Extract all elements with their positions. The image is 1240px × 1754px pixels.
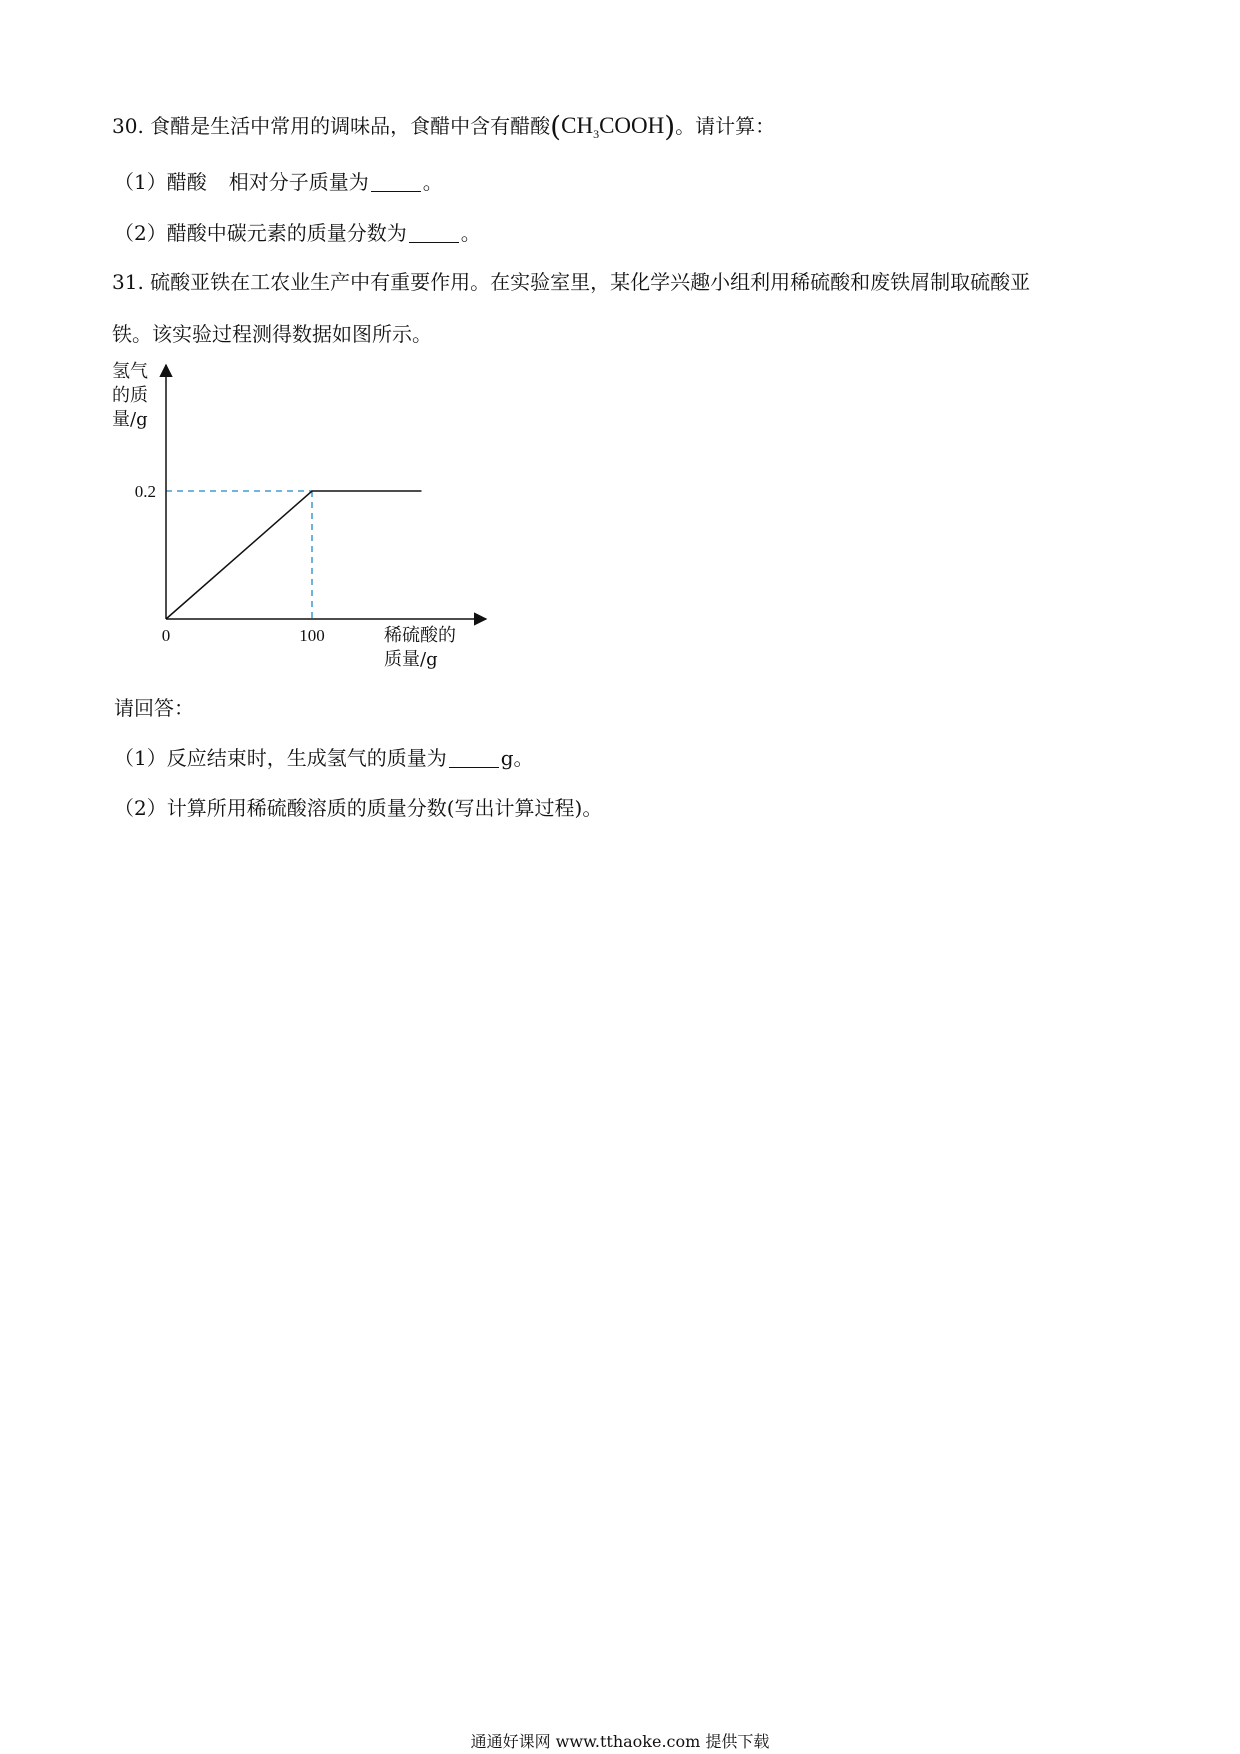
y-axis-label-line-2: 的质 — [112, 385, 148, 406]
q30-part1-end: 。 — [422, 170, 443, 194]
acetic-acid-formula — [561, 113, 665, 141]
y-tick-label-0-2: 0.2 — [134, 482, 156, 501]
q31-stem-text-1: 硫酸亚铁在工农业生产中有重要作用。在实验室里，某化学兴趣小组利用稀硫酸和废铁屑制取硫酸亚 — [150, 270, 1031, 294]
q30-part2-prefix: （2）醋酸中碳元素的质量分数为 — [114, 221, 407, 245]
q30-part1 — [114, 168, 443, 196]
x-axis-label-line-1: 稀硫酸的 — [384, 625, 456, 646]
q30-part2 — [114, 219, 481, 247]
q30-number: 30. — [112, 114, 144, 138]
q31-part1-prefix: （1）反应结束时，生成氢气的质量为 — [114, 746, 447, 770]
q31-stem-text-2: 铁。该实验过程测得数据如图所示。 — [112, 322, 432, 346]
q31-number: 31. — [112, 270, 144, 294]
answer-blank[interactable] — [449, 747, 499, 768]
x-tick-label-100: 100 — [299, 626, 325, 645]
page-footer: 通通好课网 www.tthaoke.com 提供下载 — [470, 1732, 770, 1751]
y-axis-label-line-1: 氢气 — [112, 361, 148, 382]
q30-stem — [112, 112, 775, 148]
q31-stem-line2 — [112, 320, 432, 348]
x-axis-label-line-2: 质量/g — [384, 649, 438, 670]
answer-blank[interactable] — [371, 171, 421, 192]
formula-part-a: CH — [561, 113, 594, 138]
formula-close-paren: ) — [664, 110, 676, 143]
hydrogen-series-line — [166, 491, 422, 619]
y-axis-label-line-3: 量/g — [112, 409, 148, 430]
answer-blank[interactable] — [409, 222, 459, 243]
x-tick-label-0: 0 — [161, 626, 171, 645]
q31-stem-line1 — [112, 268, 1030, 296]
q30-part1-prefix: （1）醋酸 — [114, 170, 207, 194]
q31-part2: （2）计算所用稀硫酸溶质的质量分数(写出计算过程)。 — [114, 796, 603, 820]
formula-part-b: COOH — [599, 113, 665, 138]
q30-stem-text: 食醋是生活中常用的调味品，食醋中含有醋酸 — [150, 114, 551, 138]
q31-part1-unit: g。 — [500, 746, 534, 770]
answer-prompt: 请回答： — [114, 696, 194, 720]
hydrogen-mass-chart — [100, 355, 500, 675]
q31-part1 — [114, 744, 534, 772]
q30-stem-after: 。请计算： — [675, 114, 776, 138]
formula-subscript: 3 — [593, 127, 600, 141]
q30-part2-end: 。 — [460, 221, 481, 245]
q30-part1-text: 相对分子质量为 — [228, 170, 369, 194]
formula-open-paren: ( — [550, 110, 562, 143]
